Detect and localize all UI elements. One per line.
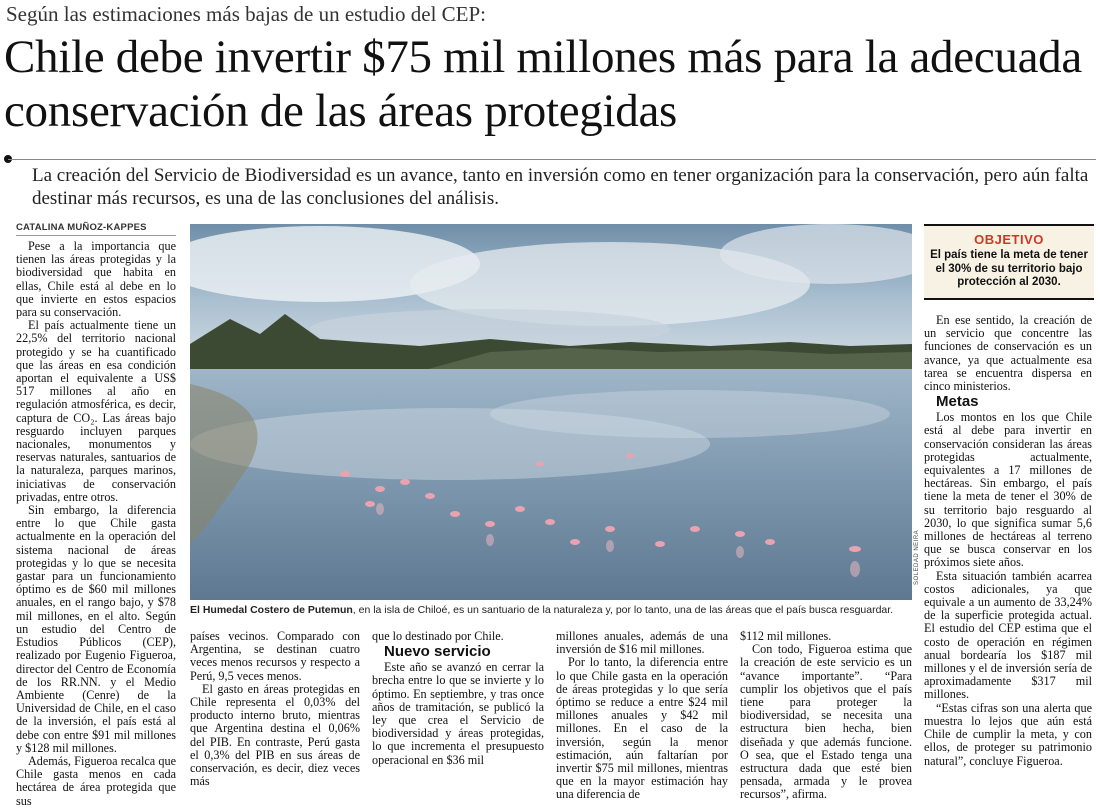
paragraph: Esta situación también acarrea costos adicionales, ya que equivale a un aumento de 33,24% de la superficie protegida actual. El estudio del CEP estima que el costo de operación en régimen anual bordearía los $187 mil millones y el de inversión sería de aproximadamente $317 mil millones. (924, 568, 1092, 702)
column-5 (740, 630, 912, 802)
column-1 (16, 240, 176, 808)
paragraph: Este año se avanzó en cerrar la brecha entre lo que se invierte y lo óptimo. En septiembre, y tras once años de tramitación, se publicó la ley que crea el Servicio de biodiversidad y áreas protegidas, lo que incrementa el presupuesto operacional en $36 mil (372, 660, 544, 767)
paragraph: Además, Figueroa recalca que Chile gasta menos en cada hectárea de área protegida que sus (16, 753, 176, 808)
byline: CATALINA MUÑOZ-KAPPES (16, 222, 147, 233)
paragraph: Sin embargo, la diferencia entre lo que Chile gasta actualmente en la operación del sistema nacional de áreas protegidas y lo que se necesita gastar para un funcionamiento óptimo es de $60 mil millones anuales, en el rango bajo, y $78 mil millones, en el alto. Según un estudio del Centro de Estudios Públicos (CEP), realizado por Eugenio Figueroa, director del Centro de Economía de los RR.NN. y el Medio Ambiente (Cenre) de la Universidad de Chile, en el caso de la inversión, el país está al debe con entre $91 mil millones y $128 mil millones. (16, 503, 176, 755)
byline-rule (16, 235, 176, 236)
photo-wetland (190, 224, 912, 600)
paragraph: Los montos en los que Chile está al debe para invertir en conservación consideran las áreas protegidas actualmente, equivalentes a 17 millones de hectáreas. Sin embargo, el país tiene la meta de tener el 30% de su territorio bajo resguardo al 2030, lo que significa sumar 5,6 millones de hectáreas al terreno que se busca conservar en los próximos siete años. (924, 410, 1092, 570)
paragraph: millones anuales, además de una inversión de $16 mil millones. (556, 629, 728, 657)
column-4 (556, 630, 728, 802)
column-3 (372, 630, 544, 767)
column-2 (190, 630, 360, 788)
paragraph: Pese a la importancia que tienen las áreas protegidas y la biodiversidad que habita en ellas, Chile está al debe en lo que invierte en estos espacios para su conservación. (16, 239, 176, 320)
paragraph: países vecinos. Comparado con Argentina, se destinan cuatro veces menos recursos y respecto a Perú, 9,5 veces menos. (190, 629, 360, 683)
objective-box-title: OBJETIVO (974, 232, 1044, 247)
objective-box-text: El país tiene la meta de tener el 30% de su territorio bajo protección al 2030. (930, 249, 1088, 288)
headline: Chile debe invertir $75 mil millones más para la adecuada conservación de las áreas protegidas (4, 31, 1082, 137)
paragraph: “Estas cifras son una alerta que muestra lo lejos que aún está Chile de cumplir la meta, y con ellos, de proteger su patrimonio natural”, concluye Figueroa. (924, 700, 1092, 768)
photo-illustration (190, 224, 912, 600)
paragraph: El gasto en áreas protegidas en Chile representa el 0,03% del producto interno bruto, mientras que Argentina destina el 0,06% del PIB. En contraste, Perú gasta el 0,3% del PIB en sus áreas de conservación, es decir, diez veces más (190, 681, 360, 789)
subhead-metas: Metas (936, 393, 979, 411)
subhead-nuevo-servicio: Nuevo servicio (384, 643, 491, 661)
column-6 (924, 314, 1092, 768)
paragraph: $112 mil millones. (740, 629, 832, 643)
paragraph: El país actualmente tiene un 22,5% del territorio nacional protegido y se ha cuantificado que las áreas en esa condición aportan el equivalente a US$ 517 millones al año en regulación atmosférica, es decir, captura de CO₂. Las áreas bajo resguardo incluyen parques nacionales, monumentos y reservas naturales, santuarios de la naturaleza, parques marinos, iniciativas de conservación privadas, entre otros. (16, 318, 176, 504)
caption-lead: El Humedal Costero de Putemun (190, 604, 353, 616)
kicker: Según las estimaciones más bajas de un estudio del CEP: (6, 2, 487, 26)
caption-text: , en la isla de Chiloé, es un santuario de la naturaleza y, por lo tanto, una de las áreas que el país busca resguardar. (352, 604, 894, 616)
paragraph: Por lo tanto, la diferencia entre lo que Chile gasta en la operación de áreas protegidas y lo que sería óptimo se reduce a entre $24 mil millones anuales y $42 mil millones. En el caso de la inversión, según la menor estimación, aún faltarían por invertir $75 mil millones, mientras que en la mayor estimación hay una diferencia de (556, 655, 728, 802)
photo-credit: SOLEDAD NEIRA (914, 529, 920, 585)
paragraph: En ese sentido, la creación de un servicio que concentre las funciones de conservación es un avance, ya que actualmente esa tarea se encuentra dispersa en cinco ministerios. (924, 313, 1092, 394)
deck: La creación del Servicio de Biodiversidad es un avance, tanto en inversión como en tener organización para la conservación, pero aún falta destinar más recursos, es una de las conclusiones del análisis. (32, 165, 1089, 209)
deck-rule (8, 159, 1096, 160)
photo-caption (190, 604, 912, 617)
objective-box (924, 224, 1094, 300)
paragraph: que lo destinado por Chile. (372, 629, 504, 643)
paragraph: Con todo, Figueroa estima que la creación de este servicio es un “avance importante”. “Para cumplir los objetivos que el país tiene para proteger la biodiversidad, se necesita una estructura bien hecha, bien diseñada y que además funcione. O sea, que el Estado tenga una estructura dada que esté bien pensada, armada y le provea recursos”, afirma. (740, 642, 912, 802)
